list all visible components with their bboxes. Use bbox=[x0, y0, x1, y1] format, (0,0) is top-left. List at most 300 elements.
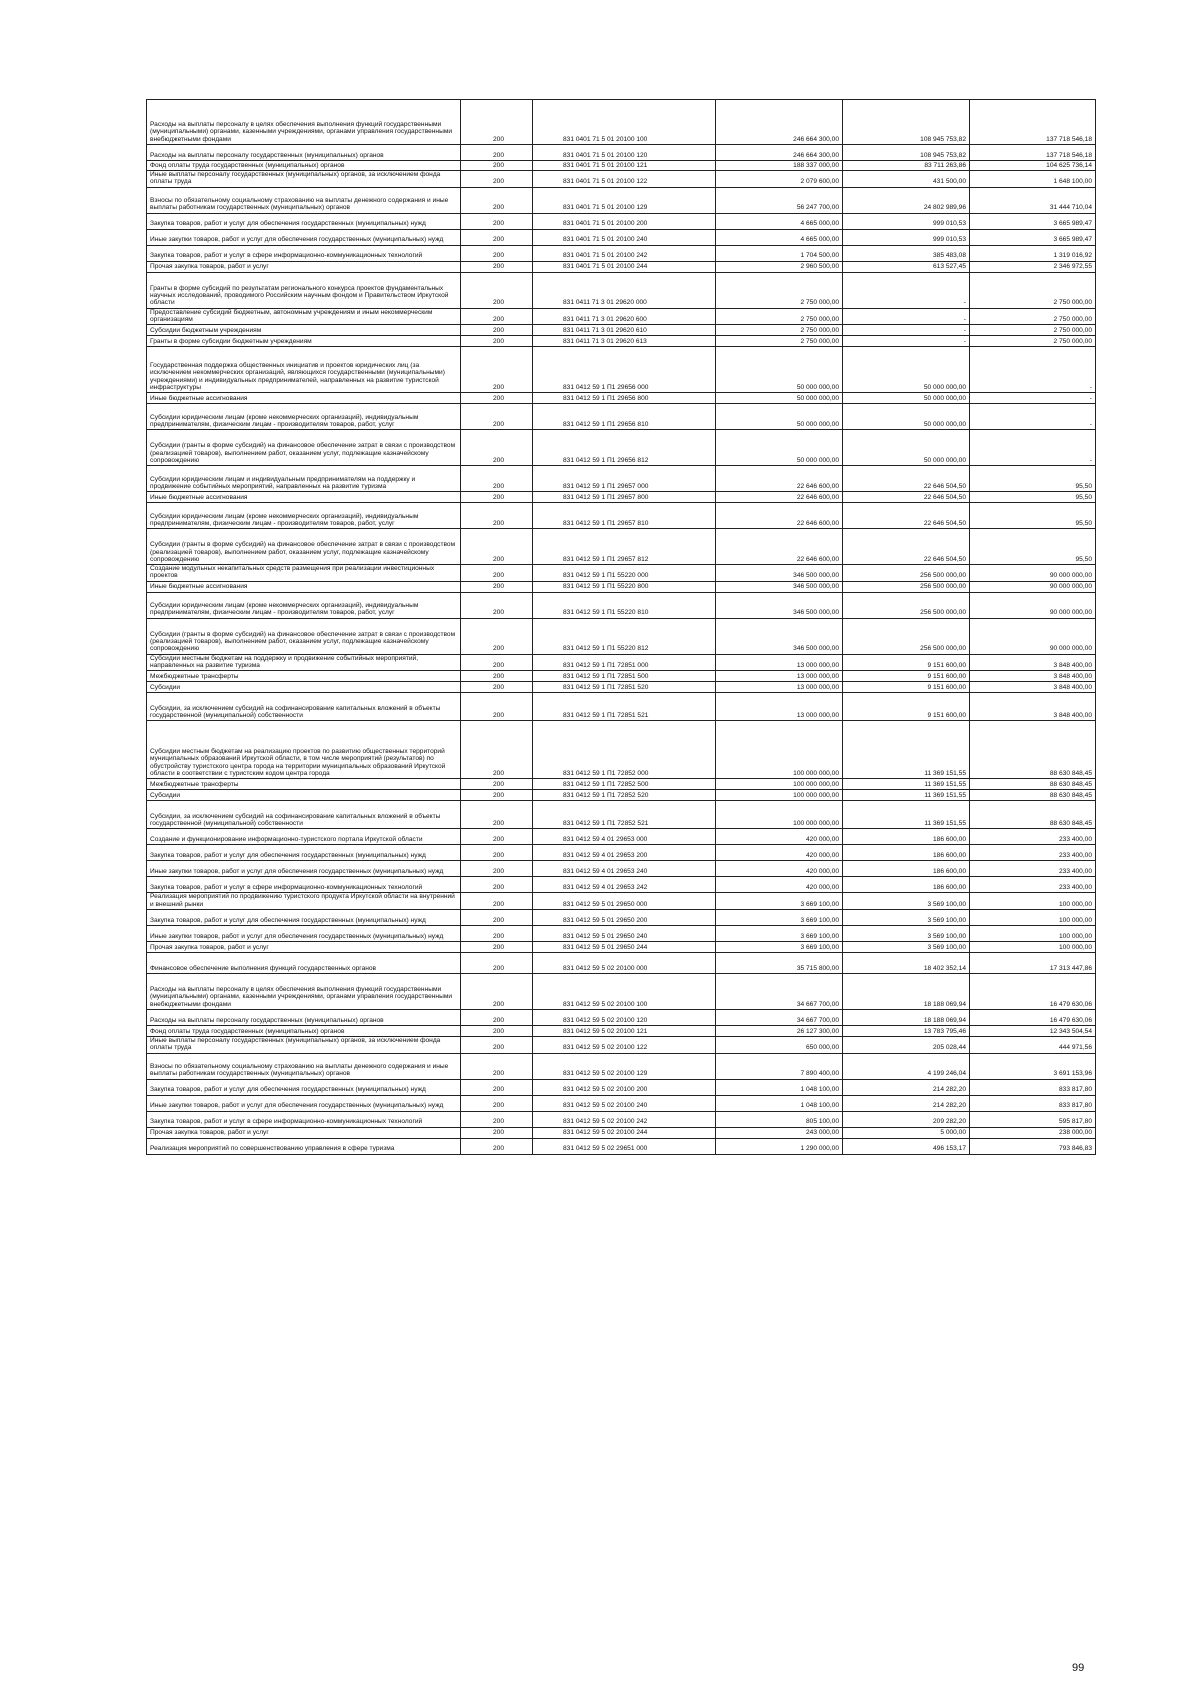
line-code-cell: 200 bbox=[461, 325, 533, 336]
approved-amount-cell: 2 750 000,00 bbox=[716, 325, 843, 336]
executed-amount-cell: 50 000 000,00 bbox=[843, 430, 970, 466]
expense-name-cell: Закупка товаров, работ и услуг для обеспечения государственных (муниципальных) нужд bbox=[147, 213, 461, 229]
executed-amount-cell: 5 000,00 bbox=[843, 1127, 970, 1138]
approved-amount-cell: 346 500 000,00 bbox=[716, 565, 843, 582]
approved-amount-cell: 420 000,00 bbox=[716, 829, 843, 845]
table-row bbox=[147, 100, 1096, 145]
approved-amount-cell: 246 664 300,00 bbox=[716, 145, 843, 161]
table-row bbox=[147, 925, 1096, 941]
executed-amount-cell: 9 151 600,00 bbox=[843, 671, 970, 682]
expense-name-cell: Иные выплаты персоналу государственных (муниципальных) органов, за исключением фонда оплаты труда bbox=[147, 1036, 461, 1053]
approved-amount-cell: 22 646 600,00 bbox=[716, 492, 843, 503]
unexecuted-amount-cell: 100 000,00 bbox=[970, 909, 1096, 925]
executed-amount-cell: 11 369 151,55 bbox=[843, 790, 970, 801]
line-code-cell: 200 bbox=[461, 671, 533, 682]
line-code-cell: 200 bbox=[461, 941, 533, 952]
unexecuted-amount-cell: 2 346 972,55 bbox=[970, 261, 1096, 272]
executed-amount-cell: 3 569 100,00 bbox=[843, 941, 970, 952]
budget-classification-code-cell: 831 0412 59 5 02 20100 120 bbox=[533, 1009, 716, 1025]
line-code-cell: 200 bbox=[461, 229, 533, 245]
unexecuted-amount-cell: 90 000 000,00 bbox=[970, 618, 1096, 654]
expense-name-cell: Взносы по обязательному социальному страхованию на выплаты денежного содержания и иные выплаты работникам государственных (муниципальных) органов bbox=[147, 1053, 461, 1079]
table-row bbox=[147, 682, 1096, 693]
unexecuted-amount-cell: 233 400,00 bbox=[970, 861, 1096, 877]
executed-amount-cell: 24 802 989,96 bbox=[843, 187, 970, 213]
unexecuted-amount-cell: 444 971,56 bbox=[970, 1036, 1096, 1053]
line-code-cell: 200 bbox=[461, 1138, 533, 1154]
table-row bbox=[147, 861, 1096, 877]
budget-classification-code-cell: 831 0401 71 5 01 20100 121 bbox=[533, 161, 716, 171]
unexecuted-amount-cell: 2 750 000,00 bbox=[970, 272, 1096, 308]
executed-amount-cell: 9 151 600,00 bbox=[843, 693, 970, 721]
budget-table-page bbox=[146, 99, 1095, 1155]
approved-amount-cell: 1 290 000,00 bbox=[716, 1138, 843, 1154]
line-code-cell: 200 bbox=[461, 1053, 533, 1079]
approved-amount-cell: 3 669 100,00 bbox=[716, 925, 843, 941]
budget-classification-code-cell: 831 0412 59 5 02 20100 100 bbox=[533, 973, 716, 1009]
line-code-cell: 200 bbox=[461, 790, 533, 801]
expense-name-cell: Реализация мероприятий по совершенствованию управления в сфере туризма bbox=[147, 1138, 461, 1154]
line-code-cell: 200 bbox=[461, 909, 533, 925]
approved-amount-cell: 100 000 000,00 bbox=[716, 779, 843, 790]
table-row bbox=[147, 790, 1096, 801]
line-code-cell: 200 bbox=[461, 721, 533, 779]
approved-amount-cell: 13 000 000,00 bbox=[716, 693, 843, 721]
expense-name-cell: Иные закупки товаров, работ и услуг для обеспечения государственных (муниципальных) нужд bbox=[147, 1095, 461, 1111]
budget-classification-code-cell: 831 0412 59 1 П1 29657 000 bbox=[533, 466, 716, 492]
approved-amount-cell: 3 669 100,00 bbox=[716, 893, 843, 910]
approved-amount-cell: 22 646 600,00 bbox=[716, 529, 843, 565]
unexecuted-amount-cell: 233 400,00 bbox=[970, 845, 1096, 861]
expense-name-cell: Субсидии (гранты в форме субсидий) на финансовое обеспечение затрат в связи с производством (реализацией товаров), выполнением работ, оказанием услуг, подлежащие казначейскому сопровождению bbox=[147, 430, 461, 466]
expense-name-cell: Иные закупки товаров, работ и услуг для обеспечения государственных (муниципальных) нужд bbox=[147, 861, 461, 877]
executed-amount-cell: 186 600,00 bbox=[843, 877, 970, 893]
executed-amount-cell: 11 369 151,55 bbox=[843, 779, 970, 790]
executed-amount-cell: 108 945 753,82 bbox=[843, 100, 970, 145]
executed-amount-cell: 999 010,53 bbox=[843, 229, 970, 245]
approved-amount-cell: 346 500 000,00 bbox=[716, 618, 843, 654]
executed-amount-cell: 22 646 504,50 bbox=[843, 492, 970, 503]
unexecuted-amount-cell: 90 000 000,00 bbox=[970, 565, 1096, 582]
executed-amount-cell: 18 188 069,94 bbox=[843, 1009, 970, 1025]
executed-amount-cell: 22 646 504,50 bbox=[843, 466, 970, 492]
approved-amount-cell: 346 500 000,00 bbox=[716, 592, 843, 618]
executed-amount-cell: 205 028,44 bbox=[843, 1036, 970, 1053]
unexecuted-amount-cell: 90 000 000,00 bbox=[970, 581, 1096, 592]
table-row bbox=[147, 325, 1096, 336]
expense-name-cell: Взносы по обязательному социальному страхованию на выплаты денежного содержания и иные выплаты работникам государственных (муниципальных) органов bbox=[147, 187, 461, 213]
approved-amount-cell: 35 715 800,00 bbox=[716, 952, 843, 973]
table-row bbox=[147, 1053, 1096, 1079]
unexecuted-amount-cell: 100 000,00 bbox=[970, 925, 1096, 941]
unexecuted-amount-cell: 88 630 848,45 bbox=[970, 721, 1096, 779]
unexecuted-amount-cell: 95,50 bbox=[970, 492, 1096, 503]
approved-amount-cell: 650 000,00 bbox=[716, 1036, 843, 1053]
approved-amount-cell: 22 646 600,00 bbox=[716, 466, 843, 492]
expense-name-cell: Субсидии юридическим лицам и индивидуальным предпринимателям на поддержку и продвижение событийных мероприятий, направленных на развитие туризма bbox=[147, 466, 461, 492]
unexecuted-amount-cell: 2 750 000,00 bbox=[970, 308, 1096, 325]
approved-amount-cell: 100 000 000,00 bbox=[716, 790, 843, 801]
executed-amount-cell: 11 369 151,55 bbox=[843, 721, 970, 779]
table-row bbox=[147, 145, 1096, 161]
expense-name-cell: Гранты в форме субсидий по результатам регионального конкурса проектов фундаментальных научных исследований, проводимого Российским научным фондом и Правительством Иркутской области bbox=[147, 272, 461, 308]
executed-amount-cell: 9 151 600,00 bbox=[843, 654, 970, 671]
unexecuted-amount-cell: 2 750 000,00 bbox=[970, 336, 1096, 347]
line-code-cell: 200 bbox=[461, 1036, 533, 1053]
budget-classification-code-cell: 831 0412 59 1 П1 72852 521 bbox=[533, 801, 716, 829]
approved-amount-cell: 56 247 700,00 bbox=[716, 187, 843, 213]
expense-name-cell: Субсидии bbox=[147, 790, 461, 801]
line-code-cell: 200 bbox=[461, 503, 533, 529]
unexecuted-amount-cell: 1 319 016,92 bbox=[970, 245, 1096, 261]
budget-classification-code-cell: 831 0401 71 5 01 20100 240 bbox=[533, 229, 716, 245]
expense-name-cell: Создание модульных некапитальных средств размещения при реализации инвестиционных проектов bbox=[147, 565, 461, 582]
unexecuted-amount-cell: 233 400,00 bbox=[970, 877, 1096, 893]
unexecuted-amount-cell: 1 648 100,00 bbox=[970, 171, 1096, 188]
approved-amount-cell: 4 665 000,00 bbox=[716, 213, 843, 229]
budget-classification-code-cell: 831 0412 59 1 П1 72852 000 bbox=[533, 721, 716, 779]
line-code-cell: 200 bbox=[461, 1127, 533, 1138]
table-row bbox=[147, 1095, 1096, 1111]
table-row bbox=[147, 1079, 1096, 1095]
line-code-cell: 200 bbox=[461, 952, 533, 973]
table-row bbox=[147, 829, 1096, 845]
line-code-cell: 200 bbox=[461, 336, 533, 347]
table-row bbox=[147, 393, 1096, 404]
executed-amount-cell: 22 646 504,50 bbox=[843, 503, 970, 529]
unexecuted-amount-cell: 3 848 400,00 bbox=[970, 682, 1096, 693]
unexecuted-amount-cell: 100 000,00 bbox=[970, 893, 1096, 910]
budget-classification-code-cell: 831 0401 71 5 01 20100 242 bbox=[533, 245, 716, 261]
budget-classification-code-cell: 831 0412 59 1 П1 29657 810 bbox=[533, 503, 716, 529]
expense-name-cell: Иные выплаты персоналу государственных (муниципальных) органов, за исключением фонда оплаты труда bbox=[147, 171, 461, 188]
line-code-cell: 200 bbox=[461, 801, 533, 829]
table-row bbox=[147, 171, 1096, 188]
expense-name-cell: Субсидии (гранты в форме субсидий) на финансовое обеспечение затрат в связи с производством (реализацией товаров), выполнением работ, оказанием услуг, подлежащие казначейскому сопровождению bbox=[147, 618, 461, 654]
executed-amount-cell: 108 945 753,82 bbox=[843, 145, 970, 161]
budget-classification-code-cell: 831 0412 59 1 П1 29656 000 bbox=[533, 347, 716, 393]
approved-amount-cell: 34 667 700,00 bbox=[716, 973, 843, 1009]
executed-amount-cell: - bbox=[843, 325, 970, 336]
budget-classification-code-cell: 831 0412 59 1 П1 72852 500 bbox=[533, 779, 716, 790]
executed-amount-cell: 18 188 069,94 bbox=[843, 973, 970, 1009]
approved-amount-cell: 1 048 100,00 bbox=[716, 1079, 843, 1095]
line-code-cell: 200 bbox=[461, 213, 533, 229]
line-code-cell: 200 bbox=[461, 1009, 533, 1025]
table-row bbox=[147, 261, 1096, 272]
table-row bbox=[147, 1127, 1096, 1138]
expense-name-cell: Расходы на выплаты персоналу государственных (муниципальных) органов bbox=[147, 1009, 461, 1025]
line-code-cell: 200 bbox=[461, 829, 533, 845]
table-row bbox=[147, 529, 1096, 565]
executed-amount-cell: 50 000 000,00 bbox=[843, 347, 970, 393]
approved-amount-cell: 13 000 000,00 bbox=[716, 654, 843, 671]
unexecuted-amount-cell: 833 817,80 bbox=[970, 1079, 1096, 1095]
line-code-cell: 200 bbox=[461, 404, 533, 430]
table-row bbox=[147, 229, 1096, 245]
executed-amount-cell: - bbox=[843, 272, 970, 308]
unexecuted-amount-cell: 12 343 504,54 bbox=[970, 1025, 1096, 1036]
budget-execution-table bbox=[146, 99, 1096, 1155]
executed-amount-cell: 83 711 263,86 bbox=[843, 161, 970, 171]
line-code-cell: 200 bbox=[461, 393, 533, 404]
unexecuted-amount-cell: - bbox=[970, 404, 1096, 430]
approved-amount-cell: 188 337 000,00 bbox=[716, 161, 843, 171]
table-row bbox=[147, 592, 1096, 618]
table-row bbox=[147, 581, 1096, 592]
expense-name-cell: Государственная поддержка общественных инициатив и проектов юридических лиц (за исключением некоммерческих организаций, являющихся государственными (муниципальными) учреждениями) и индивидуальных предпринимателей, направленных на развитие туристской инфраструктуры bbox=[147, 347, 461, 393]
line-code-cell: 200 bbox=[461, 145, 533, 161]
table-row bbox=[147, 801, 1096, 829]
expense-name-cell: Субсидии местным бюджетам на реализацию проектов по развитию общественных территорий муниципальных образований Иркутской области, в том числе мероприятий (результатов) по обустройству туристского центра города на территории муниципальных образований Иркутской области в соответствии с туристским кодом центра города bbox=[147, 721, 461, 779]
expense-name-cell: Гранты в форме субсидии бюджетным учреждениям bbox=[147, 336, 461, 347]
budget-classification-code-cell: 831 0412 59 4 01 29653 200 bbox=[533, 845, 716, 861]
executed-amount-cell: 4 199 246,04 bbox=[843, 1053, 970, 1079]
expense-name-cell: Субсидии местным бюджетам на поддержку и продвижение событийных мероприятий, направленных на развитие туризма bbox=[147, 654, 461, 671]
line-code-cell: 200 bbox=[461, 161, 533, 171]
line-code-cell: 200 bbox=[461, 893, 533, 910]
line-code-cell: 200 bbox=[461, 272, 533, 308]
unexecuted-amount-cell: 3 848 400,00 bbox=[970, 671, 1096, 682]
unexecuted-amount-cell: 16 479 630,06 bbox=[970, 1009, 1096, 1025]
table-row bbox=[147, 721, 1096, 779]
executed-amount-cell: 13 783 795,46 bbox=[843, 1025, 970, 1036]
budget-classification-code-cell: 831 0412 59 5 02 20100 242 bbox=[533, 1111, 716, 1127]
budget-classification-code-cell: 831 0412 59 5 02 20100 244 bbox=[533, 1127, 716, 1138]
budget-classification-code-cell: 831 0412 59 1 П1 72851 500 bbox=[533, 671, 716, 682]
budget-classification-code-cell: 831 0412 59 1 П1 72852 520 bbox=[533, 790, 716, 801]
unexecuted-amount-cell: 100 000,00 bbox=[970, 941, 1096, 952]
table-row bbox=[147, 347, 1096, 393]
unexecuted-amount-cell: 3 665 989,47 bbox=[970, 229, 1096, 245]
line-code-cell: 200 bbox=[461, 187, 533, 213]
executed-amount-cell: 431 500,00 bbox=[843, 171, 970, 188]
approved-amount-cell: 22 646 600,00 bbox=[716, 503, 843, 529]
executed-amount-cell: 214 282,20 bbox=[843, 1079, 970, 1095]
budget-classification-code-cell: 831 0401 71 5 01 20100 100 bbox=[533, 100, 716, 145]
approved-amount-cell: 2 960 500,00 bbox=[716, 261, 843, 272]
approved-amount-cell: 50 000 000,00 bbox=[716, 347, 843, 393]
unexecuted-amount-cell: 233 400,00 bbox=[970, 829, 1096, 845]
approved-amount-cell: 2 750 000,00 bbox=[716, 272, 843, 308]
executed-amount-cell: 50 000 000,00 bbox=[843, 404, 970, 430]
table-row bbox=[147, 1111, 1096, 1127]
table-row bbox=[147, 693, 1096, 721]
table-row bbox=[147, 909, 1096, 925]
budget-classification-code-cell: 831 0412 59 5 01 29650 200 bbox=[533, 909, 716, 925]
executed-amount-cell: - bbox=[843, 308, 970, 325]
executed-amount-cell: 18 402 352,14 bbox=[843, 952, 970, 973]
budget-classification-code-cell: 831 0412 59 1 П1 72851 000 bbox=[533, 654, 716, 671]
approved-amount-cell: 50 000 000,00 bbox=[716, 404, 843, 430]
executed-amount-cell: 214 282,20 bbox=[843, 1095, 970, 1111]
unexecuted-amount-cell: - bbox=[970, 347, 1096, 393]
expense-name-cell: Прочая закупка товаров, работ и услуг bbox=[147, 1127, 461, 1138]
unexecuted-amount-cell: 595 817,80 bbox=[970, 1111, 1096, 1127]
budget-classification-code-cell: 831 0412 59 1 П1 29657 812 bbox=[533, 529, 716, 565]
unexecuted-amount-cell: 3 848 400,00 bbox=[970, 654, 1096, 671]
line-code-cell: 200 bbox=[461, 1111, 533, 1127]
line-code-cell: 200 bbox=[461, 682, 533, 693]
approved-amount-cell: 420 000,00 bbox=[716, 845, 843, 861]
executed-amount-cell: 186 600,00 bbox=[843, 861, 970, 877]
budget-classification-code-cell: 831 0412 59 5 02 20100 129 bbox=[533, 1053, 716, 1079]
table-row bbox=[147, 213, 1096, 229]
table-row bbox=[147, 272, 1096, 308]
expense-name-cell: Иные бюджетные ассигнования bbox=[147, 393, 461, 404]
executed-amount-cell: - bbox=[843, 336, 970, 347]
approved-amount-cell: 2 079 600,00 bbox=[716, 171, 843, 188]
line-code-cell: 200 bbox=[461, 430, 533, 466]
table-row bbox=[147, 893, 1096, 910]
table-row bbox=[147, 187, 1096, 213]
approved-amount-cell: 13 000 000,00 bbox=[716, 682, 843, 693]
unexecuted-amount-cell: 3 691 153,96 bbox=[970, 1053, 1096, 1079]
executed-amount-cell: 186 600,00 bbox=[843, 845, 970, 861]
expense-name-cell: Финансовое обеспечение выполнения функций государственных органов bbox=[147, 952, 461, 973]
table-row bbox=[147, 952, 1096, 973]
expense-name-cell: Создание и функционирование информационно-туристского портала Иркутской области bbox=[147, 829, 461, 845]
unexecuted-amount-cell: - bbox=[970, 430, 1096, 466]
table-row bbox=[147, 466, 1096, 492]
line-code-cell: 200 bbox=[461, 581, 533, 592]
budget-classification-code-cell: 831 0401 71 5 01 20100 129 bbox=[533, 187, 716, 213]
unexecuted-amount-cell: 95,50 bbox=[970, 503, 1096, 529]
expense-name-cell: Иные бюджетные ассигнования bbox=[147, 581, 461, 592]
expense-name-cell: Закупка товаров, работ и услуг в сфере информационно-коммуникационных технологий bbox=[147, 1111, 461, 1127]
executed-amount-cell: 9 151 600,00 bbox=[843, 682, 970, 693]
executed-amount-cell: 209 282,20 bbox=[843, 1111, 970, 1127]
executed-amount-cell: 186 600,00 bbox=[843, 829, 970, 845]
expense-name-cell: Субсидии юридическим лицам (кроме некоммерческих организаций), индивидуальным предпринимателям, физическим лицам - производителям товаров, работ, услуг bbox=[147, 592, 461, 618]
expense-name-cell: Закупка товаров, работ и услуг в сфере информационно-коммуникационных технологий bbox=[147, 245, 461, 261]
unexecuted-amount-cell: 3 848 400,00 bbox=[970, 693, 1096, 721]
unexecuted-amount-cell: 137 718 546,18 bbox=[970, 100, 1096, 145]
approved-amount-cell: 420 000,00 bbox=[716, 877, 843, 893]
budget-classification-code-cell: 831 0412 59 1 П1 55220 000 bbox=[533, 565, 716, 582]
expense-name-cell: Субсидии бюджетным учреждениям bbox=[147, 325, 461, 336]
executed-amount-cell: 3 569 100,00 bbox=[843, 925, 970, 941]
budget-classification-code-cell: 831 0411 71 3 01 29620 613 bbox=[533, 336, 716, 347]
expense-name-cell: Субсидии (гранты в форме субсидий) на финансовое обеспечение затрат в связи с производством (реализацией товаров), выполнением работ, оказанием услуг, подлежащие казначейскому сопровождению bbox=[147, 529, 461, 565]
line-code-cell: 200 bbox=[461, 261, 533, 272]
approved-amount-cell: 34 667 700,00 bbox=[716, 1009, 843, 1025]
unexecuted-amount-cell: 88 630 848,45 bbox=[970, 790, 1096, 801]
line-code-cell: 200 bbox=[461, 308, 533, 325]
line-code-cell: 200 bbox=[461, 529, 533, 565]
expense-name-cell: Субсидии bbox=[147, 682, 461, 693]
approved-amount-cell: 246 664 300,00 bbox=[716, 100, 843, 145]
budget-classification-code-cell: 831 0412 59 5 02 20100 121 bbox=[533, 1025, 716, 1036]
line-code-cell: 200 bbox=[461, 492, 533, 503]
unexecuted-amount-cell: 88 630 848,45 bbox=[970, 801, 1096, 829]
expense-name-cell: Иные бюджетные ассигнования bbox=[147, 492, 461, 503]
executed-amount-cell: 50 000 000,00 bbox=[843, 393, 970, 404]
budget-classification-code-cell: 831 0401 71 5 01 20100 200 bbox=[533, 213, 716, 229]
budget-classification-code-cell: 831 0412 59 5 02 20100 200 bbox=[533, 1079, 716, 1095]
table-row bbox=[147, 430, 1096, 466]
line-code-cell: 200 bbox=[461, 654, 533, 671]
expense-name-cell: Субсидии юридическим лицам (кроме некоммерческих организаций), индивидуальным предпринимателям, физическим лицам - производителям товаров, работ, услуг bbox=[147, 404, 461, 430]
approved-amount-cell: 2 750 000,00 bbox=[716, 336, 843, 347]
approved-amount-cell: 13 000 000,00 bbox=[716, 671, 843, 682]
unexecuted-amount-cell: 31 444 710,04 bbox=[970, 187, 1096, 213]
unexecuted-amount-cell: 793 846,83 bbox=[970, 1138, 1096, 1154]
table-row bbox=[147, 877, 1096, 893]
table-row bbox=[147, 973, 1096, 1009]
executed-amount-cell: 256 500 000,00 bbox=[843, 592, 970, 618]
table-row bbox=[147, 336, 1096, 347]
table-row bbox=[147, 1025, 1096, 1036]
unexecuted-amount-cell: - bbox=[970, 393, 1096, 404]
executed-amount-cell: 3 569 100,00 bbox=[843, 893, 970, 910]
budget-classification-code-cell: 831 0412 59 5 01 29650 240 bbox=[533, 925, 716, 941]
table-row bbox=[147, 1009, 1096, 1025]
approved-amount-cell: 50 000 000,00 bbox=[716, 393, 843, 404]
approved-amount-cell: 1 048 100,00 bbox=[716, 1095, 843, 1111]
budget-classification-code-cell: 831 0412 59 1 П1 55220 800 bbox=[533, 581, 716, 592]
approved-amount-cell: 4 665 000,00 bbox=[716, 229, 843, 245]
line-code-cell: 200 bbox=[461, 925, 533, 941]
unexecuted-amount-cell: 2 750 000,00 bbox=[970, 325, 1096, 336]
expense-name-cell: Закупка товаров, работ и услуг в сфере информационно-коммуникационных технологий bbox=[147, 877, 461, 893]
budget-classification-code-cell: 831 0412 59 5 02 20100 000 bbox=[533, 952, 716, 973]
approved-amount-cell: 50 000 000,00 bbox=[716, 430, 843, 466]
unexecuted-amount-cell: 104 625 736,14 bbox=[970, 161, 1096, 171]
expense-name-cell: Субсидии, за исключением субсидий на софинансирование капитальных вложений в объекты государственной (муниципальной) собственности bbox=[147, 801, 461, 829]
expense-name-cell: Прочая закупка товаров, работ и услуг bbox=[147, 261, 461, 272]
line-code-cell: 200 bbox=[461, 466, 533, 492]
unexecuted-amount-cell: 833 817,80 bbox=[970, 1095, 1096, 1111]
line-code-cell: 200 bbox=[461, 618, 533, 654]
table-row bbox=[147, 565, 1096, 582]
line-code-cell: 200 bbox=[461, 1025, 533, 1036]
table-body bbox=[147, 100, 1096, 1155]
approved-amount-cell: 100 000 000,00 bbox=[716, 721, 843, 779]
line-code-cell: 200 bbox=[461, 861, 533, 877]
unexecuted-amount-cell: 16 479 630,06 bbox=[970, 973, 1096, 1009]
line-code-cell: 200 bbox=[461, 845, 533, 861]
approved-amount-cell: 420 000,00 bbox=[716, 861, 843, 877]
executed-amount-cell: 613 527,45 bbox=[843, 261, 970, 272]
budget-classification-code-cell: 831 0412 59 4 01 29653 240 bbox=[533, 861, 716, 877]
table-row bbox=[147, 1138, 1096, 1154]
budget-classification-code-cell: 831 0412 59 5 01 29650 244 bbox=[533, 941, 716, 952]
budget-classification-code-cell: 831 0412 59 1 П1 29657 800 bbox=[533, 492, 716, 503]
approved-amount-cell: 243 000,00 bbox=[716, 1127, 843, 1138]
line-code-cell: 200 bbox=[461, 592, 533, 618]
table-row bbox=[147, 845, 1096, 861]
budget-classification-code-cell: 831 0412 59 4 01 29653 000 bbox=[533, 829, 716, 845]
expense-name-cell: Расходы на выплаты персоналу государственных (муниципальных) органов bbox=[147, 145, 461, 161]
budget-classification-code-cell: 831 0401 71 5 01 20100 244 bbox=[533, 261, 716, 272]
executed-amount-cell: 256 500 000,00 bbox=[843, 565, 970, 582]
executed-amount-cell: 11 369 151,55 bbox=[843, 801, 970, 829]
budget-classification-code-cell: 831 0412 59 1 П1 72851 521 bbox=[533, 693, 716, 721]
executed-amount-cell: 385 483,08 bbox=[843, 245, 970, 261]
budget-classification-code-cell: 831 0412 59 1 П1 29656 810 bbox=[533, 404, 716, 430]
executed-amount-cell: 999 010,53 bbox=[843, 213, 970, 229]
executed-amount-cell: 256 500 000,00 bbox=[843, 581, 970, 592]
line-code-cell: 200 bbox=[461, 877, 533, 893]
line-code-cell: 200 bbox=[461, 100, 533, 145]
unexecuted-amount-cell: 17 313 447,86 bbox=[970, 952, 1096, 973]
approved-amount-cell: 100 000 000,00 bbox=[716, 801, 843, 829]
expense-name-cell: Расходы на выплаты персоналу в целях обеспечения выполнения функций государственными (муниципальными) органами, казенными учреждениями, органами управления государственными внебюджетными фондами bbox=[147, 100, 461, 145]
table-row bbox=[147, 503, 1096, 529]
expense-name-cell: Прочая закупка товаров, работ и услуг bbox=[147, 941, 461, 952]
budget-classification-code-cell: 831 0412 59 5 01 29650 000 bbox=[533, 893, 716, 910]
